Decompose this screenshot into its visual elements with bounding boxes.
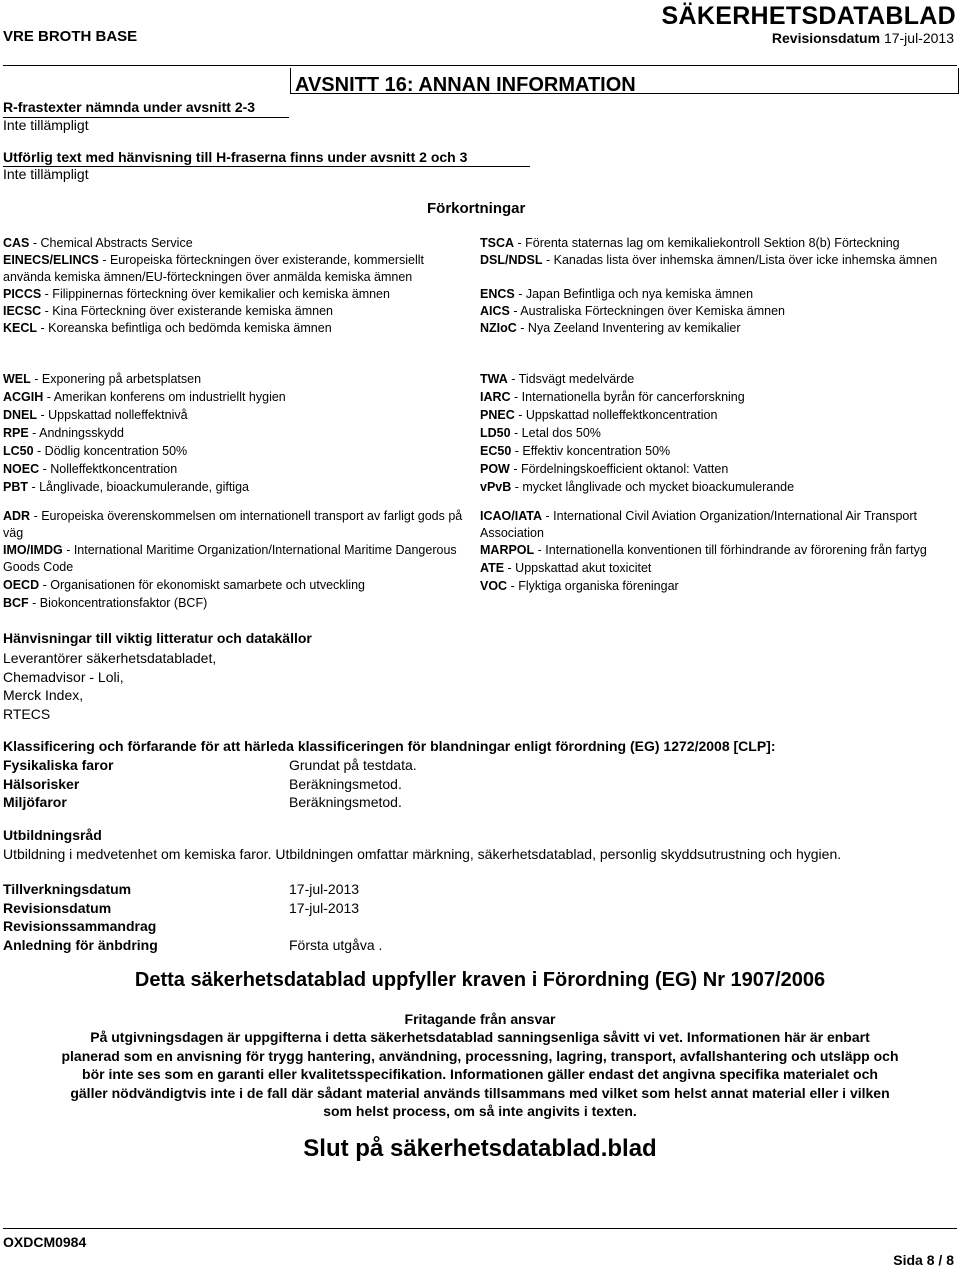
- classification-values: [289, 756, 417, 812]
- date-label: Tillverkningsdatum: [3, 881, 132, 897]
- abbr-item: EINECS/ELINCS - Europeiska förteckningen över existerande, kommersiellt använda kemiska ämnen/EU-förteckningen över anmälda kemiska ämnen: [3, 253, 425, 284]
- abbr-item: ACGIH - Amerikan konferens om industriellt hygien: [3, 390, 286, 404]
- abbr-item: PBT - Långlivade, bioackumulerande, giftiga: [3, 480, 249, 494]
- abbr-item: PNEC - Uppskattad nolleffektkoncentration: [480, 408, 718, 422]
- disclaimer-line: bör inte ses som en garanti eller kvalitetsspecifikation. Informationen gäller endast det angivna specifika materialet och: [82, 1066, 878, 1082]
- abbr-item: PICCS - Filippinernas förteckning över kemikalier och kemiska ämnen: [3, 287, 390, 301]
- page-label: Sida: [893, 1252, 923, 1268]
- date-value: 17-jul-2013: [289, 899, 360, 916]
- abbr-item: NOEC - Nolleffektkoncentration: [3, 462, 178, 476]
- training-heading: Utbildningsråd: [3, 827, 102, 843]
- abbr-item: VOC - Flyktiga organiska föreningar: [480, 579, 679, 593]
- classification-value: Grundat på testdata.: [289, 757, 417, 773]
- training-text: Utbildning i medvetenhet om kemiska faror. Utbildningen omfattar märkning, säkerhetsdatablad, personlig skyddsutrustning och hygien.: [3, 846, 842, 862]
- reference-item: Leverantörer säkerhetsdatabladet,: [3, 650, 217, 666]
- abbr-item: KECL - Koreanska befintliga och bedömda kemiska ämnen: [3, 321, 332, 335]
- reference-item: RTECS: [3, 705, 51, 722]
- abbr-left-group-2: [3, 370, 468, 496]
- abbr-item: RPE - Andningsskydd: [3, 426, 124, 440]
- abbreviations-heading: Förkortningar: [427, 200, 526, 217]
- disclaimer-line: som helst process, om så inte angivits i texten.: [323, 1103, 637, 1119]
- page-number: 8 / 8: [926, 1252, 954, 1268]
- classification-label: Miljöfaror: [3, 794, 67, 810]
- abbr-left-group-1: [3, 235, 468, 337]
- disclaimer-line: planerad som en anvisning för trygg hantering, användning, processning, lagring, transport, avfallshantering och utsläpp och: [61, 1047, 899, 1064]
- abbr-item: OECD - Organisationen för ekonomiskt samarbete och utveckling: [3, 578, 365, 592]
- h-phrases-underline: [3, 166, 530, 167]
- abbr-item: IARC - Internationella byrån för cancerforskning: [480, 390, 745, 404]
- document-title: SÄKERHETSDATABLAD: [661, 2, 956, 30]
- r-phrases-value: Inte tillämpligt: [3, 117, 89, 133]
- abbr-right-group-1: [480, 235, 956, 337]
- reference-item: Chemadvisor - Loli,: [3, 668, 124, 685]
- abbr-item: MARPOL - Internationella konventionen till förhindrande av förorening från fartyg: [480, 543, 927, 557]
- abbr-item: ICAO/IATA - International Civil Aviation Organization/International Air Transport Association: [480, 509, 918, 540]
- compliance-statement: Detta säkerhetsdatablad uppfyller kraven i Förordning (EG) Nr 1907/2006: [134, 969, 826, 991]
- abbr-item: DNEL - Uppskattad nolleffektnivå: [3, 408, 188, 422]
- h-phrases-heading: Utförlig text med hänvisning till H-fraserna finns under avsnitt 2 och 3: [3, 149, 468, 165]
- date-label: Anledning för änbdring: [3, 936, 158, 953]
- abbr-item: LC50 - Dödlig koncentration 50%: [3, 444, 188, 458]
- r-phrases-heading: R-frastexter nämnda under avsnitt 2-3: [3, 99, 256, 115]
- section-title: AVSNITT 16: ANNAN INFORMATION: [295, 74, 636, 96]
- company-name: VRE BROTH BASE: [3, 28, 138, 45]
- abbr-item: WEL - Exponering på arbetsplatsen: [3, 372, 202, 386]
- abbr-item: IECSC - Kina Förteckning över existerande kemiska ämnen: [3, 304, 334, 318]
- reference-item: Merck Index,: [3, 687, 84, 703]
- r-phrases-underline: [3, 117, 289, 118]
- abbr-right-group-2: [480, 370, 956, 496]
- references-list: [3, 649, 403, 723]
- abbr-item: ENCS - Japan Befintliga och nya kemiska ämnen: [480, 287, 754, 301]
- revision-label: Revisionsdatum: [771, 30, 881, 46]
- abbr-left-group-3: [3, 508, 471, 612]
- abbr-item: POW - Fördelningskoefficient oktanol: Vatten: [480, 462, 729, 476]
- disclaimer-body: [0, 1028, 960, 1121]
- document-code: OXDCM0984: [3, 1234, 87, 1250]
- abbr-item: vPvB - mycket långlivade och mycket bioackumulerande: [480, 480, 795, 494]
- page-indicator: [893, 1252, 954, 1268]
- date-label: Revisionsdatum: [3, 899, 112, 916]
- abbr-item: EC50 - Effektiv koncentration 50%: [480, 444, 671, 458]
- classification-value: Beräkningsmetod.: [289, 775, 402, 792]
- abbr-item: TSCA - Förenta staternas lag om kemikaliekontroll Sektion 8(b) Förteckning: [480, 236, 900, 250]
- disclaimer-line: gäller nödvändigtvis inte i de fall där sådant material används tillsammans med vilket som helst annat material eller i vilken: [70, 1084, 890, 1101]
- classification-label: Fysikaliska faror: [3, 757, 114, 773]
- abbr-item: ATE - Uppskattad akut toxicitet: [480, 561, 652, 575]
- abbr-item: BCF - Biokoncentrationsfaktor (BCF): [3, 596, 208, 610]
- references-heading: Hänvisningar till viktig litteratur och datakällor: [3, 630, 312, 646]
- header-revision: [772, 30, 954, 46]
- h-phrases-value: Inte tillämpligt: [3, 166, 89, 182]
- abbr-item: TWA - Tidsvägt medelvärde: [480, 372, 635, 386]
- header-rule: [3, 65, 957, 66]
- abbr-item: IMO/IMDG - International Maritime Organization/International Maritime Dangerous Goods Code: [3, 543, 457, 574]
- revision-date: 17-jul-2013: [883, 30, 954, 46]
- abbr-item: DSL/NDSL - Kanadas lista över inhemska ämnen/Lista över icke inhemska ämnen: [480, 253, 938, 267]
- abbr-right-group-3: [480, 508, 950, 595]
- dates-values: [289, 880, 382, 954]
- abbr-item: CAS - Chemical Abstracts Service: [3, 236, 193, 250]
- footer-rule: [3, 1228, 957, 1229]
- classification-label: Hälsorisker: [3, 775, 80, 792]
- date-value: [289, 917, 382, 936]
- classification-labels: [3, 756, 114, 812]
- dates-labels: [3, 880, 158, 954]
- disclaimer-heading: Fritagande från ansvar: [404, 1011, 556, 1027]
- date-label: Revisionssammandrag: [3, 918, 157, 934]
- abbr-item: ADR - Europeiska överenskommelsen om internationell transport av farligt gods på väg: [3, 509, 463, 540]
- abbr-item: NZIoC - Nya Zeeland Inventering av kemikalier: [480, 321, 741, 335]
- disclaimer-line: På utgivningsdagen är uppgifterna i detta säkerhetsdatablad sanningsenliga såvitt vi vet. Informationen här är enbart: [90, 1029, 870, 1045]
- date-value: Första utgåva .: [289, 936, 383, 953]
- date-value: 17-jul-2013: [289, 881, 360, 897]
- abbr-item: LD50 - Letal dos 50%: [480, 426, 601, 440]
- abbr-item: AICS - Australiska Förteckningen över Kemiska ämnen: [480, 304, 785, 318]
- classification-heading: Klassificering och förfarande för att härleda klassificeringen för blandningar enligt förordning (EG) 1272/2008 [CLP]:: [3, 738, 776, 754]
- end-note: Slut på säkerhetsdatablad.blad: [303, 1135, 657, 1162]
- classification-value: Beräkningsmetod.: [289, 794, 402, 810]
